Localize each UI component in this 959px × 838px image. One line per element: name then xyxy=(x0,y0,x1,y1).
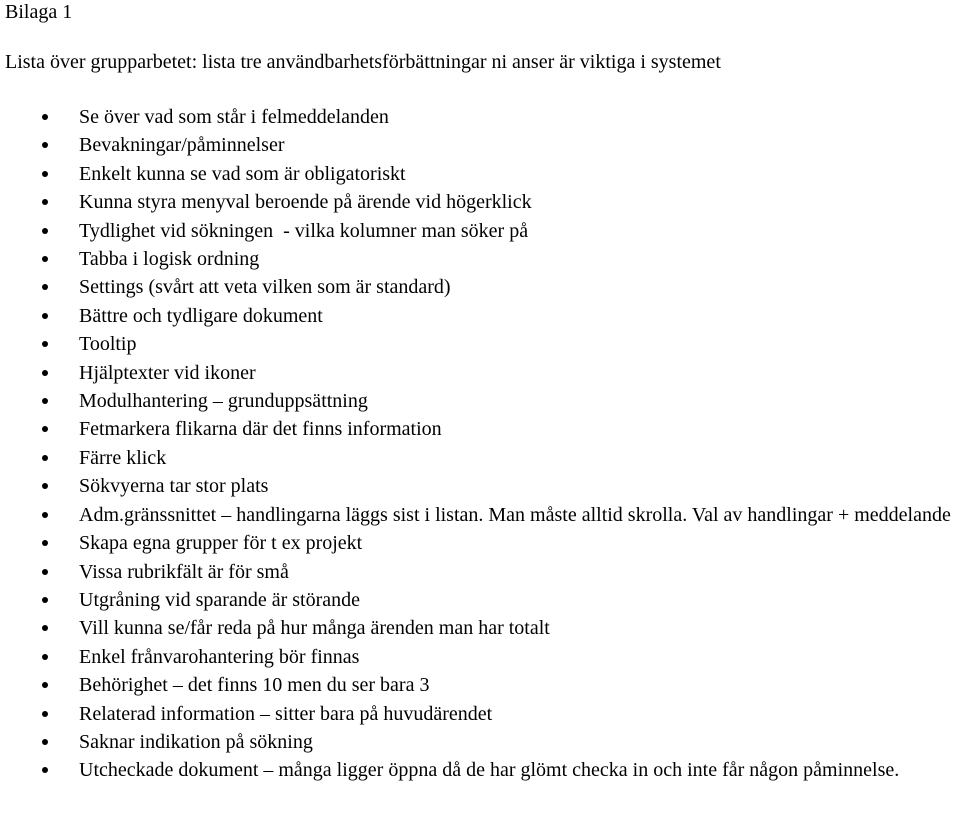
list-item-text: Tydlighet vid sökningen - vilka kolumner man söker på xyxy=(79,219,529,242)
intro-text: Lista över grupparbetet: lista tre användbarhetsförbättningar ni anser är viktiga i systemet xyxy=(5,51,721,73)
bullet-icon xyxy=(42,341,48,347)
list-item xyxy=(0,444,959,472)
list-item xyxy=(0,472,959,500)
list-item xyxy=(0,160,959,188)
list-item-text: Adm.gränssnittet – handlingarna läggs sist i listan. Man måste alltid skrolla. Val av handlingar + meddelande xyxy=(79,503,951,526)
list-item xyxy=(0,529,959,557)
list-item xyxy=(0,586,959,614)
bullet-icon xyxy=(42,483,48,489)
list-item xyxy=(0,387,959,415)
list-item-text: Relaterad information – sitter bara på huvudärendet xyxy=(79,702,493,725)
list-item-text: Skapa egna grupper för t ex projekt xyxy=(79,532,363,555)
bullet-icon xyxy=(42,739,48,745)
list-item xyxy=(0,273,959,301)
list-item-text: Vissa rubrikfält är för små xyxy=(79,560,289,583)
list-item xyxy=(0,131,959,159)
bullet-icon xyxy=(42,625,48,631)
list-item-text: Bevakningar/påminnelser xyxy=(79,134,285,157)
list-item xyxy=(0,728,959,756)
bullet-icon xyxy=(42,256,48,262)
bullet-icon xyxy=(42,682,48,688)
bullet-icon xyxy=(42,142,48,148)
list-item xyxy=(0,756,959,784)
list-item xyxy=(0,700,959,728)
list-item xyxy=(0,643,959,671)
bullet-icon xyxy=(42,569,48,575)
list-item-text: Utcheckade dokument – många ligger öppna då de har glömt checka in och inte får någon påminnelse. xyxy=(79,759,900,782)
list-item xyxy=(0,614,959,642)
bullet-icon xyxy=(42,284,48,290)
bullet-icon xyxy=(42,398,48,404)
list-item-text: Modulhantering – grunduppsättning xyxy=(79,390,368,413)
bullet-icon xyxy=(42,171,48,177)
bullet-icon xyxy=(42,426,48,432)
list-item xyxy=(0,302,959,330)
list-item-text: Settings (svårt att veta vilken som är standard) xyxy=(79,276,451,299)
list-item-text: Behörighet – det finns 10 men du ser bara 3 xyxy=(79,674,430,697)
bullet-icon xyxy=(42,455,48,461)
list-item-text: Fetmarkera flikarna där det finns information xyxy=(79,418,442,441)
bullet-icon xyxy=(42,228,48,234)
list-item-text: Enkel frånvarohantering bör finnas xyxy=(79,645,360,668)
list-item-text: Hjälptexter vid ikoner xyxy=(79,361,256,384)
list-item xyxy=(0,188,959,216)
list-item-text: Tooltip xyxy=(79,333,137,356)
page-heading: Bilaga 1 xyxy=(5,1,73,23)
list-item-text: Enkelt kunna se vad som är obligatoriskt xyxy=(79,162,406,185)
list-item-text: Sökvyerna tar stor plats xyxy=(79,475,269,498)
list-item-text: Bättre och tydligare dokument xyxy=(79,304,323,327)
list-item xyxy=(0,415,959,443)
list-item xyxy=(0,103,959,131)
list-item xyxy=(0,671,959,699)
list-item xyxy=(0,245,959,273)
list-item xyxy=(0,501,959,529)
list-item-text: Färre klick xyxy=(79,446,167,469)
list-item-text: Se över vad som står i felmeddelanden xyxy=(79,106,389,128)
list-item-text: Tabba i logisk ordning xyxy=(79,248,260,271)
list-item xyxy=(0,217,959,245)
bullet-icon xyxy=(42,512,48,518)
bullet-icon xyxy=(42,540,48,546)
bullet-icon xyxy=(42,114,48,120)
list-item-text: Vill kunna se/får reda på hur många ärenden man har totalt xyxy=(79,617,550,640)
bullet-icon xyxy=(42,199,48,205)
list-item xyxy=(0,558,959,586)
list-item-text: Saknar indikation på sökning xyxy=(79,730,313,753)
list-item-text: Utgråning vid sparande är störande xyxy=(79,588,361,611)
bullet-icon xyxy=(42,370,48,376)
bullet-icon xyxy=(42,597,48,603)
bullet-icon xyxy=(42,654,48,660)
list-item xyxy=(0,330,959,358)
improvement-list xyxy=(0,103,959,785)
bullet-icon xyxy=(42,711,48,717)
bullet-icon xyxy=(42,313,48,319)
list-item xyxy=(0,359,959,387)
list-item-text: Kunna styra menyval beroende på ärende vid högerklick xyxy=(79,191,532,214)
bullet-icon xyxy=(42,767,48,773)
